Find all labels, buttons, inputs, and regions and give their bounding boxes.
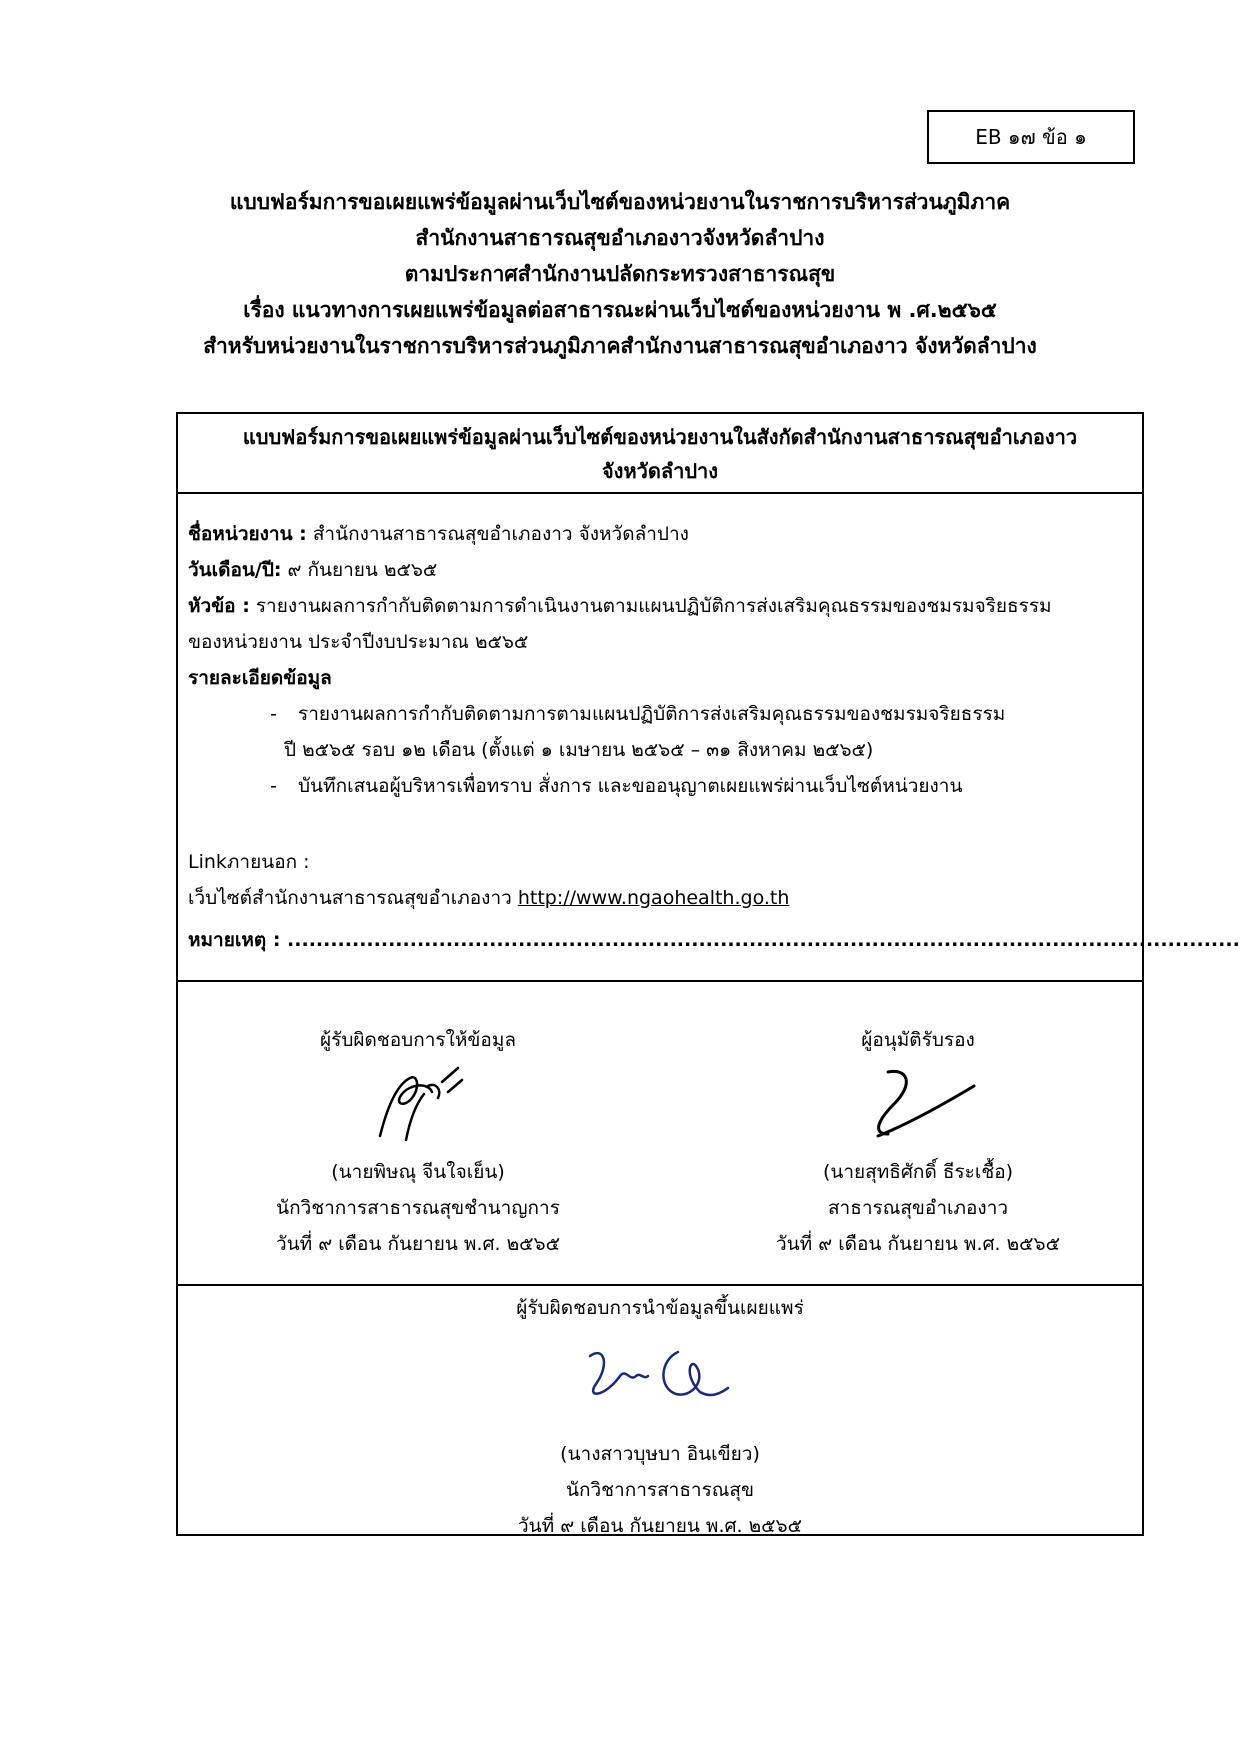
publisher-date: วันที่ ๙ เดือน กันยายน พ.ศ. ๒๕๖๕: [518, 1515, 802, 1537]
form-title-section: [178, 414, 1142, 494]
form-title-line-1: แบบฟอร์มการขอเผยแพร่ข้อมูลผ่านเว็บไซต์ของหน่วยงานในสังกัดสำนักงานสาธารณสุขอำเภองาว: [242, 425, 1078, 449]
publisher-role: ผู้รับผิดชอบการนำข้อมูลขึ้นเผยแพร่: [516, 1297, 804, 1319]
publisher-position: นักวิชาการสาธารณสุข: [565, 1479, 755, 1501]
topic-row-2: [188, 624, 1132, 660]
unit-value: สำนักงานสาธารณสุขอำเภองาว จังหวัดลำปาง: [306, 523, 689, 545]
left-signature: [198, 1058, 638, 1154]
detail-1-line-2: ปี ๒๕๖๕ รอบ ๑๒ เดือน (ตั้งแต่ ๑ เมษายน ๒๕๖๕ – ๓๑ สิงหาคม ๒๕๖๕): [284, 739, 874, 761]
detail-item-1: [188, 696, 1132, 732]
header-line-4: เรื่อง แนวทางการเผยแพร่ข้อมูลต่อสาธารณะผ่านเว็บไซต์ของหน่วยงาน พ .ศ.๒๕๖๕: [243, 298, 997, 322]
website-row: [188, 880, 1132, 916]
spacer: [188, 804, 1132, 844]
detail-2-text: บันทึกเสนอผู้บริหารเพื่อทราบ สั่งการ และขออนุญาตเผยแพร่ผ่านเว็บไซต์หน่วยงาน: [298, 775, 963, 797]
right-position: สาธารณสุขอำเภองาว: [827, 1197, 1009, 1219]
right-date: วันที่ ๙ เดือน กันยายน พ.ศ. ๒๕๖๕: [776, 1233, 1060, 1255]
right-name: (นายสุทธิศักดิ์ ธีระเชื้อ): [822, 1161, 1014, 1183]
form-title-line-2: จังหวัดลำปาง: [601, 459, 719, 483]
detail-1-line-1: รายงานผลการกำกับติดตามการตามแผนปฏิบัติการส่งเสริมคุณธรรมของชมรมจริยธรรม: [298, 703, 1006, 725]
publisher-section: [178, 1286, 1142, 1536]
bullet-1: -: [270, 703, 277, 725]
detail-item-2: [188, 768, 1132, 804]
right-signature-block: [698, 1022, 1138, 1262]
website-link[interactable]: http://www.ngaohealth.go.th: [517, 887, 790, 909]
left-role: ผู้รับผิดชอบการให้ข้อมูล: [320, 1029, 516, 1051]
date-label: วันเดือน/ปี:: [188, 559, 282, 581]
form-info-section: [178, 494, 1240, 982]
right-signature: [698, 1058, 1138, 1154]
publisher-signature: [178, 1326, 1142, 1436]
topic-row: [188, 588, 1132, 624]
header-line-3: ตามประกาศสำนักงานปลัดกระทรวงสาธารณสุข: [404, 262, 836, 286]
signature-section: [178, 982, 1142, 1286]
header-line-5: สำหรับหน่วยงานในราชการบริหารส่วนภูมิภาคสำนักงานสาธารณสุขอำเภองาว จังหวัดลำปาง: [203, 334, 1037, 358]
reference-code: EB ๑๗ ข้อ ๑: [975, 125, 1087, 149]
topic-value-2: ของหน่วยงาน ประจำปีงบประมาณ ๒๕๖๕: [188, 631, 529, 653]
right-role: ผู้อนุมัติรับรอง: [861, 1029, 975, 1051]
left-date: วันที่ ๙ เดือน กันยายน พ.ศ. ๒๕๖๕: [276, 1233, 560, 1255]
details-label: รายละเอียดข้อมูล: [188, 667, 332, 689]
note-row: หมายเหตุ : ....................................................................................................................................: [188, 929, 1240, 951]
left-signature-block: [198, 1022, 638, 1262]
left-name: (นายพิษณุ จีนใจเย็น): [331, 1161, 505, 1183]
unit-label: ชื่อหน่วยงาน :: [188, 523, 307, 545]
left-position: นักวิชาการสาธารณสุขชำนาญการ: [276, 1197, 560, 1219]
handwritten-signature-icon: [358, 1064, 478, 1148]
bullet-2: -: [270, 775, 277, 797]
header-line-2: สำนักงานสาธารณสุขอำเภองาวจังหวัดลำปาง: [415, 226, 825, 250]
reference-code-box: [927, 110, 1135, 164]
unit-row: [188, 516, 1132, 552]
topic-label: หัวข้อ :: [188, 595, 250, 617]
date-value: ๙ กันยายน ๒๕๖๕: [281, 559, 438, 581]
publisher-name: (นางสาวบุษบา อินเขียว): [560, 1443, 760, 1465]
document-header: [120, 184, 1120, 364]
detail-item-1-cont: [188, 732, 1132, 768]
handwritten-signature-icon: [848, 1064, 988, 1148]
external-link-label: Linkภายนอก :: [188, 851, 310, 873]
website-text: เว็บไซต์สำนักงานสาธารณสุขอำเภองาว: [188, 887, 518, 909]
header-line-1: แบบฟอร์มการขอเผยแพร่ข้อมูลผ่านเว็บไซต์ของหน่วยงานในราชการบริหารส่วนภูมิภาค: [229, 190, 1011, 214]
publication-form: [176, 412, 1240, 1537]
handwritten-signature-icon: [560, 1336, 760, 1426]
topic-value: รายงานผลการกำกับติดตามการดำเนินงานตามแผนปฏิบัติการส่งเสริมคุณธรรมของชมรมจริยธรรม: [249, 595, 1052, 617]
date-row: [188, 552, 1132, 588]
